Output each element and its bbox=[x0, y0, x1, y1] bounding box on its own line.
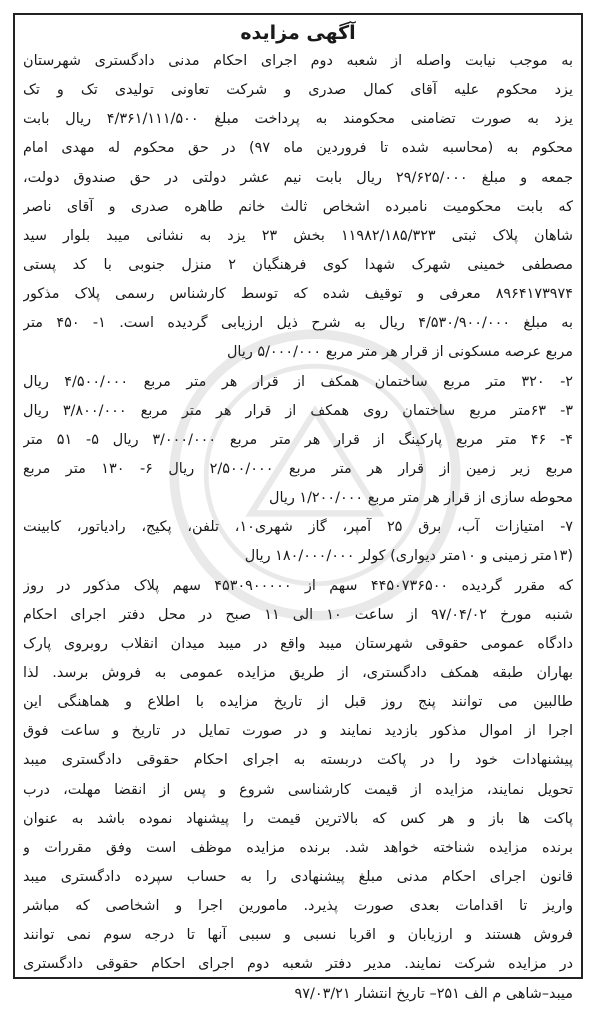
notice-line: میبد–شاهی م الف ۲۵۱– تاریخ انتشار ۹۷/۰۳/۲۱ bbox=[294, 985, 573, 1002]
notice-line: ۸۹۶۴۱۷۳۹۷۴ معرفی و توقیف شده که توسط کارشناس رسمی پلاک مذکور bbox=[23, 286, 573, 303]
notice-line: ۳- ۶۳متر مربع ساختمان روی همکف از قرار هر متر مربع ۳/۸۰۰/۰۰۰ ریال bbox=[23, 402, 573, 419]
notice-line: یزد به صورت تضامنی محکومند به پرداخت مبلغ ۴/۳۶۱/۱۱۱/۵۰۰ ریال بابت bbox=[23, 111, 573, 128]
notice-line: مصطفی خمینی شهرک شهدا کوی فرهنگیان ۲ منزل جنوبی با کد پستی bbox=[23, 256, 573, 273]
notice-line: واریز تا اقدامات بعدی صورت پذیرد. مامورین اجرا و اشخاصی که مباشر bbox=[23, 898, 573, 915]
notice-line: مربع زیر زمین از قرار هر متر مربع ۲/۵۰۰/۰۰۰ ریال ۶- ۱۳۰ متر مربع bbox=[23, 460, 573, 477]
notice-line: ۷- امتیازات آب، برق ۲۵ آمپر، گاز شهری۱۰، تلفن، پکیج، رادیاتور، کابینت bbox=[23, 519, 573, 536]
notice-line: دادگاه عمومی حقوقی شهرستان میبد واقع در میبد میدان انقلاب روبروی پارک bbox=[23, 635, 573, 652]
notice-line: پاکت ها باز و هر کس که بالاترین قیمت را پیشنهاد نموده باشد به عنوان bbox=[23, 810, 573, 827]
notice-line: به موجب نیابت واصله از شعبه دوم اجرای احکام مدنی دادگستری شهرستان bbox=[23, 53, 573, 69]
notice-line: تحویل نمایند، مزایده از قیمت کارشناسی شروع و پس از انقضا مهلت، درب bbox=[23, 781, 573, 798]
notice-line: طالبین می توانند پنج روز قبل از تاریخ مزایده با اطلاع و هماهنگی این bbox=[23, 694, 573, 711]
notice-line: مربع عرصه مسکونی از قرار هر متر مربع ۵/۰۰۰/۰۰۰ ریال bbox=[226, 344, 573, 361]
notice-line: اجرا از اموال مذکور بازدید نمایند و در صورت تمایل در تاریخ و ساعت فوق bbox=[23, 723, 573, 740]
notice-line: شاهان پلاک ثبتی ۱۱۹۸۲/۱۸۵/۳۲۳ بخش ۲۳ یزد به نشانی میبد بلوار سید bbox=[23, 227, 573, 244]
notice-line: (۱۳متر زمینی و ۱۰متر دیواری) کولر ۱۸۰/۰۰۰/۰۰۰ ریال bbox=[244, 548, 573, 565]
notice-line: که بابت محکومیت نامبرده اشخاص ثالث خانم طاهره صدری و آقای ناصر bbox=[23, 198, 573, 215]
auction-notice bbox=[13, 13, 583, 1002]
notice-line: شنبه مورخ ۹۷/۰۴/۰۲ از ساعت ۱۰ الی ۱۱ صبح در محل دفتر اجرای احکام bbox=[23, 606, 573, 623]
notice-line: که مقرر گردیده ۴۴۵۰۷۳۶۵۰۰ سهم از ۴۵۳۰۹۰۰۰۰۰ سهم پلاک مذکور در روز bbox=[23, 577, 573, 594]
notice-line: به مبلغ ۴/۵۳۰/۹۰۰/۰۰۰ ریال به شرح ذیل ارزیابی گردیده است. ۱- ۴۵۰ متر bbox=[23, 315, 573, 332]
notice-title: آگهی مزایده bbox=[240, 22, 356, 44]
notice-line: یزد محکوم علیه آقای کمال صدری و شرکت تعاونی تولیدی تک و تک bbox=[23, 82, 573, 99]
notice-line: برنده مزایده شناخته خواهد شد. برنده مزایده موظف است وفق مقررات و bbox=[23, 839, 573, 856]
notice-line: محوطه سازی از قرار هر متر مربع ۱/۲۰۰/۰۰۰ ریال bbox=[268, 490, 573, 507]
notice-body bbox=[23, 47, 573, 1009]
notice-line: ۴- ۴۶ متر مربع پارکینگ از قرار هر متر مربع ۳/۰۰۰/۰۰۰ ریال ۵- ۵۱ متر bbox=[23, 431, 573, 448]
notice-line: فروش هستند و ارزیابان و اقربا نسبی و سببی آنها تا درجه سوم نمی توانند bbox=[23, 927, 573, 944]
notice-line: در مزایده شرکت نمایند. مدیر دفتر شعبه دوم اجرای احکام حقوقی دادگستری bbox=[23, 956, 573, 973]
notice-line: جمعه و مبلغ ۲۹/۶۲۵/۰۰۰ ریال بابت نیم عشر دولتی در حق صندوق دولت، bbox=[23, 169, 573, 186]
notice-line: پیشنهادات خود را در پاکت دربسته به اجرای احکام حقوقی دادگستری میبد bbox=[23, 752, 573, 769]
notice-line: قانون اجرای احکام مدنی مبلغ پیشنهادی را به حساب سپرده دادگستری میبد bbox=[23, 868, 573, 885]
notice-line: ۲- ۳۲۰ متر مربع ساختمان همکف از قرار هر متر مربع ۴/۵۰۰/۰۰۰ ریال bbox=[23, 373, 573, 390]
notice-line: بهاران طبقه همکف دادگستری، از طریق مزایده عمومی به فروش برسد. لذا bbox=[23, 664, 573, 681]
notice-line: محکوم به (محاسبه شده تا فروردین ماه ۹۷) در حق محکوم له مهدی امام bbox=[23, 140, 573, 157]
